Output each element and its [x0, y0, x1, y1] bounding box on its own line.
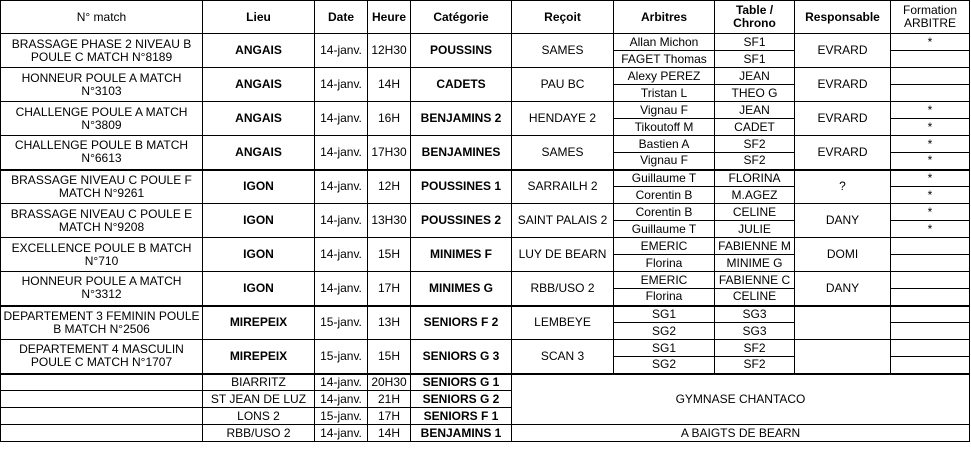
match-row: [1, 170, 970, 187]
formation-2: [891, 255, 970, 272]
arbitre-2: Guillaume T: [614, 221, 715, 238]
table-chrono-2: SF2: [715, 153, 795, 170]
header-row: [1, 1, 970, 34]
table-chrono-1: FABIENNE M: [715, 238, 795, 255]
heure: 13H30: [368, 204, 411, 238]
match-label: DEPARTEMENT 3 FEMININ POULE B MATCH N°2506: [1, 306, 203, 340]
categorie: SENIORS G 3: [411, 340, 512, 374]
match-label: BRASSAGE PHASE 2 NIVEAU B POULE C MATCH N°8189: [1, 34, 203, 68]
match-label: HONNEUR POULE A MATCH N°3312: [1, 272, 203, 306]
arbitre-1: SG1: [614, 340, 715, 357]
arbitre-2: Tristan L: [614, 85, 715, 102]
heure: 15H: [368, 238, 411, 272]
lieu: ANGAIS: [203, 136, 315, 170]
header-date: Date: [315, 1, 368, 34]
date: 14-janv.: [315, 68, 368, 102]
table-chrono-2: SF2: [715, 357, 795, 374]
formation-1: *: [891, 204, 970, 221]
match-row: [1, 340, 970, 357]
table-chrono-1: SF2: [715, 340, 795, 357]
date: 14-janv.: [315, 170, 368, 204]
arbitre-1: Corentin B: [614, 204, 715, 221]
formation-2: [891, 323, 970, 340]
arbitre-1: SG1: [614, 306, 715, 323]
table-chrono-2: THEO G: [715, 85, 795, 102]
categorie: POUSSINES 2: [411, 204, 512, 238]
match-label: DEPARTEMENT 4 MASCULIN POULE C MATCH N°1707: [1, 340, 203, 374]
table-chrono-2: SG3: [715, 323, 795, 340]
table-chrono-1: SF2: [715, 136, 795, 153]
responsable: EVRARD: [795, 34, 891, 68]
categorie: POUSSINES 1: [411, 170, 512, 204]
heure: 12H: [368, 170, 411, 204]
match-label: CHALLENGE POULE A MATCH N°3809: [1, 102, 203, 136]
categorie: BENJAMINS 1: [411, 425, 512, 442]
recoit: SARRAILH 2: [512, 170, 614, 204]
heure: 15H: [368, 340, 411, 374]
responsable: DOMI: [795, 238, 891, 272]
match-row: [1, 68, 970, 85]
formation-2: *: [891, 153, 970, 170]
formation-2: *: [891, 187, 970, 204]
recoit: SCAN 3: [512, 340, 614, 374]
recoit: HENDAYE 2: [512, 102, 614, 136]
heure: 16H: [368, 102, 411, 136]
match-row: [1, 306, 970, 323]
categorie: SENIORS F 1: [411, 408, 512, 425]
header-recoit: Reçoit: [512, 1, 614, 34]
lieu: RBB/USO 2: [203, 425, 315, 442]
formation-2: *: [891, 221, 970, 238]
header-categorie: Catégorie: [411, 1, 512, 34]
heure: 13H: [368, 306, 411, 340]
formation-2: [891, 357, 970, 374]
match-row: [1, 136, 970, 153]
match-label: BRASSAGE NIVEAU C POULE F MATCH N°9261: [1, 170, 203, 204]
table-chrono-2: SF1: [715, 51, 795, 68]
header-formation: Formation ARBITRE: [891, 1, 970, 34]
match-row: [1, 204, 970, 221]
responsable: DANY: [795, 204, 891, 238]
recoit: SAMES: [512, 136, 614, 170]
lieu: ST JEAN DE LUZ: [203, 391, 315, 408]
table-chrono-1: FLORINA: [715, 170, 795, 187]
recoit: LEMBEYE: [512, 306, 614, 340]
heure: 20H30: [368, 374, 411, 391]
responsable: ?: [795, 170, 891, 204]
date: 14-janv.: [315, 391, 368, 408]
table-chrono-2: CELINE: [715, 289, 795, 306]
date: 15-janv.: [315, 408, 368, 425]
date: 14-janv.: [315, 136, 368, 170]
arbitre-2: SG2: [614, 323, 715, 340]
responsable: EVRARD: [795, 136, 891, 170]
arbitre-2: Florina: [614, 255, 715, 272]
arbitre-1: Allan Michon: [614, 34, 715, 51]
date: 14-janv.: [315, 204, 368, 238]
header-match: N° match: [1, 1, 203, 34]
header-lieu: Lieu: [203, 1, 315, 34]
lieu: ANGAIS: [203, 102, 315, 136]
categorie: SENIORS G 2: [411, 391, 512, 408]
heure: 17H30: [368, 136, 411, 170]
table-chrono-1: CELINE: [715, 204, 795, 221]
empty-match: [1, 374, 203, 391]
formation-2: [891, 289, 970, 306]
date: 14-janv.: [315, 102, 368, 136]
arbitre-2: Tikoutoff M: [614, 119, 715, 136]
formation-1: [891, 238, 970, 255]
responsable: EVRARD: [795, 102, 891, 136]
responsable: [795, 340, 891, 374]
categorie: CADETS: [411, 68, 512, 102]
lieu: BIARRITZ: [203, 374, 315, 391]
heure: 21H: [368, 391, 411, 408]
arbitre-1: Vignau F: [614, 102, 715, 119]
extra-row: [1, 374, 970, 391]
baigts-note: A BAIGTS DE BEARN: [512, 425, 970, 442]
arbitre-1: EMERIC: [614, 238, 715, 255]
date: 15-janv.: [315, 340, 368, 374]
table-chrono-2: M.AGEZ: [715, 187, 795, 204]
lieu: IGON: [203, 204, 315, 238]
arbitre-1: Bastien A: [614, 136, 715, 153]
match-label: HONNEUR POULE A MATCH N°3103: [1, 68, 203, 102]
formation-1: *: [891, 34, 970, 51]
header-heure: Heure: [368, 1, 411, 34]
recoit: PAU BC: [512, 68, 614, 102]
date: 14-janv.: [315, 34, 368, 68]
arbitre-1: EMERIC: [614, 272, 715, 289]
responsable: DANY: [795, 272, 891, 306]
lieu: ANGAIS: [203, 34, 315, 68]
date: 14-janv.: [315, 238, 368, 272]
date: 15-janv.: [315, 306, 368, 340]
categorie: SENIORS G 1: [411, 374, 512, 391]
heure: 14H: [368, 425, 411, 442]
formation-2: *: [891, 119, 970, 136]
gymnase-note: GYMNASE CHANTACO: [512, 374, 970, 425]
categorie: SENIORS F 2: [411, 306, 512, 340]
lieu: LONS 2: [203, 408, 315, 425]
recoit: SAINT PALAIS 2: [512, 204, 614, 238]
lieu: IGON: [203, 238, 315, 272]
heure: 12H30: [368, 34, 411, 68]
responsable: EVRARD: [795, 68, 891, 102]
recoit: LUY DE BEARN: [512, 238, 614, 272]
empty-match: [1, 391, 203, 408]
formation-2: [891, 51, 970, 68]
arbitre-1: Alexy PEREZ: [614, 68, 715, 85]
heure: 17H: [368, 408, 411, 425]
match-label: EXCELLENCE POULE B MATCH N°710: [1, 238, 203, 272]
arbitre-1: Guillaume T: [614, 170, 715, 187]
arbitre-2: SG2: [614, 357, 715, 374]
header-arbitres: Arbitres: [614, 1, 715, 34]
table-chrono-1: JEAN: [715, 68, 795, 85]
lieu: MIREPEIX: [203, 306, 315, 340]
match-label: CHALLENGE POULE B MATCH N°6613: [1, 136, 203, 170]
match-row: [1, 34, 970, 51]
formation-1: [891, 340, 970, 357]
date: 14-janv.: [315, 272, 368, 306]
lieu: IGON: [203, 170, 315, 204]
categorie: MINIMES G: [411, 272, 512, 306]
date: 14-janv.: [315, 425, 368, 442]
header-responsable: Responsable: [795, 1, 891, 34]
heure: 14H: [368, 68, 411, 102]
match-row: [1, 238, 970, 255]
arbitre-2: FAGET Thomas: [614, 51, 715, 68]
header-table-chrono: Table / Chrono: [715, 1, 795, 34]
table-chrono-2: JULIE: [715, 221, 795, 238]
formation-2: [891, 85, 970, 102]
table-chrono-2: MINIME G: [715, 255, 795, 272]
recoit: RBB/USO 2: [512, 272, 614, 306]
table-chrono-1: FABIENNE C: [715, 272, 795, 289]
arbitre-2: Florina: [614, 289, 715, 306]
arbitre-2: Corentin B: [614, 187, 715, 204]
recoit: SAMES: [512, 34, 614, 68]
formation-1: *: [891, 170, 970, 187]
responsable: [795, 306, 891, 340]
table-chrono-1: SG3: [715, 306, 795, 323]
date: 14-janv.: [315, 374, 368, 391]
categorie: BENJAMINS 2: [411, 102, 512, 136]
match-row: [1, 102, 970, 119]
formation-1: [891, 306, 970, 323]
table-chrono-1: SF1: [715, 34, 795, 51]
lieu: MIREPEIX: [203, 340, 315, 374]
empty-match: [1, 425, 203, 442]
extra-row: [1, 425, 970, 442]
arbitre-2: Vignau F: [614, 153, 715, 170]
heure: 17H: [368, 272, 411, 306]
lieu: IGON: [203, 272, 315, 306]
table-chrono-2: CADET: [715, 119, 795, 136]
lieu: ANGAIS: [203, 68, 315, 102]
formation-1: *: [891, 136, 970, 153]
match-label: BRASSAGE NIVEAU C POULE E MATCH N°9208: [1, 204, 203, 238]
table-chrono-1: JEAN: [715, 102, 795, 119]
formation-1: [891, 272, 970, 289]
formation-1: *: [891, 102, 970, 119]
empty-match: [1, 408, 203, 425]
categorie: BENJAMINES: [411, 136, 512, 170]
match-row: [1, 272, 970, 289]
categorie: MINIMES F: [411, 238, 512, 272]
formation-1: [891, 68, 970, 85]
categorie: POUSSINS: [411, 34, 512, 68]
